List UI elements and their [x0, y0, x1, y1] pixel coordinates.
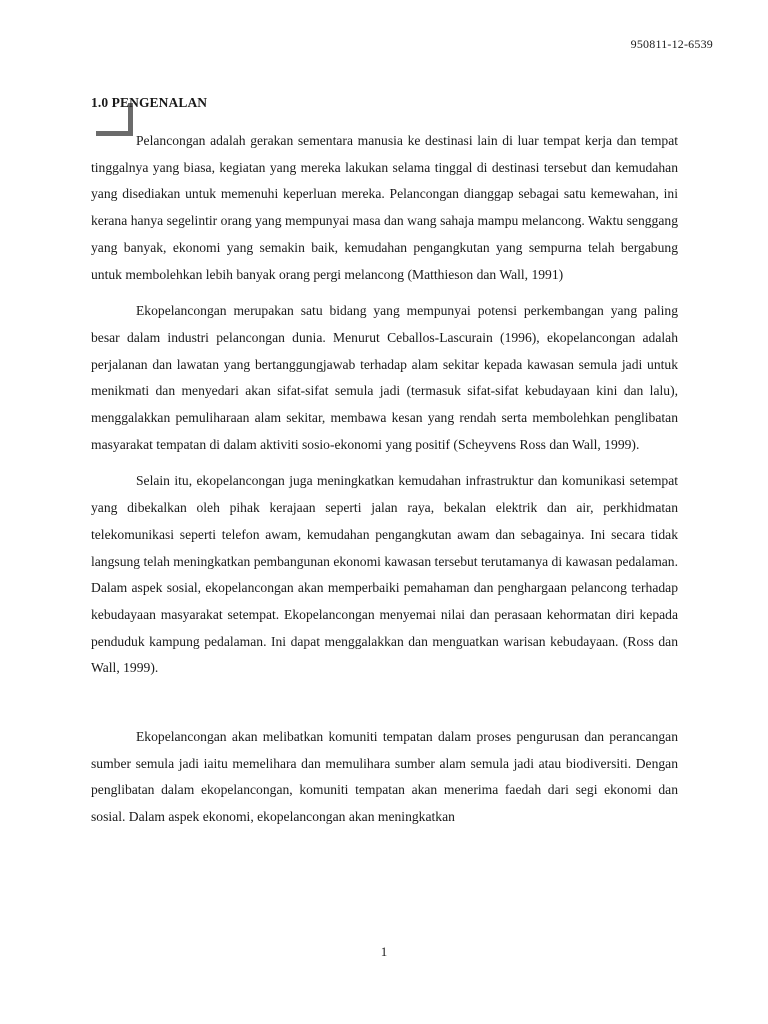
- paragraph-2: Ekopelancongan merupakan satu bidang yang mempunyai potensi perkembangan yang paling besar dalam industri pelancongan dunia. Menurut Ceballos-Lascurain (1996), ekopelancongan adalah perjalanan dan lawatan yang bertanggungjawab terhadap alam sekitar kepada kawasan semula jadi untuk menikmati dan menyedari akan sifat-sifat semula jadi (termasuk sifat-sifat kebudayaan kini dan lalu), menggalakkan pemuliharaan alam sekitar, membawa kesan yang rendah serta membolehkan penglibatan masyarakat tempatan di dalam aktiviti sosio-ekonomi yang positif (Scheyvens Ross dan Wall, 1999).: [91, 303, 678, 452]
- paragraph-3: Selain itu, ekopelancongan juga meningkatkan kemudahan infrastruktur dan komunikasi setempat yang dibekalkan oleh pihak kerajaan seperti jalan raya, bekalan elektrik dan air, perkhidmatan telekomunikasi seperti telefon awam, kemudahan pengangkutan awam dan sebagainya. Ini secara tidak langsung telah meningkatkan pembangunan ekonomi kawasan tersebut terutamanya di kawasan pedalaman. Dalam aspek sosial, ekopelancongan akan memperbaiki pemahaman dan penghargaan pelancong terhadap kebudayaan masyarakat setempat. Ekopelancongan menyemai nilai dan perasaan kehormatan diri kepada penduduk kampung pedalaman. Ini dapat menggalakkan dan menguatkan warisan kebudayaan. (Ross dan Wall, 1999).: [91, 473, 678, 676]
- section-heading: 1.0 PENGENALAN: [91, 95, 208, 110]
- page-number: 1: [380, 944, 388, 959]
- paragraph-4: Ekopelancongan akan melibatkan komuniti tempatan dalam proses pengurusan dan perancangan sumber semula jadi iaitu memelihara dan memulihara sumber alam semula jadi atau biodiversiti. Dengan penglibatan dalam ekopelancongan, komuniti tempatan akan menerima faedah dari segi ekonomi dan sosial. Dalam aspek ekonomi, ekopelancongan akan meningkatkan: [91, 729, 678, 825]
- paragraph-1: Pelancongan adalah gerakan sementara manusia ke destinasi lain di luar tempat kerja dan tempat tinggalnya yang biasa, kegiatan yang mereka lakukan selama tinggal di destinasi tersebut dan kemudahan yang disediakan untuk memenuhi keperluan mereka. Pelancongan dianggap sebagai satu kemewahan, ini kerana hanya segelintir orang yang mempunyai masa dan wang sahaja mampu melancong. Waktu senggang yang banyak, ekonomi yang semakin baik, kemudahan pengangkutan yang sempurna telah bergabung untuk membolehkan lebih banyak orang pergi melancong (Matthieson dan Wall, 1991): [91, 133, 678, 282]
- document-id-number: 950811-12-6539: [630, 37, 713, 51]
- document-body: [91, 128, 678, 841]
